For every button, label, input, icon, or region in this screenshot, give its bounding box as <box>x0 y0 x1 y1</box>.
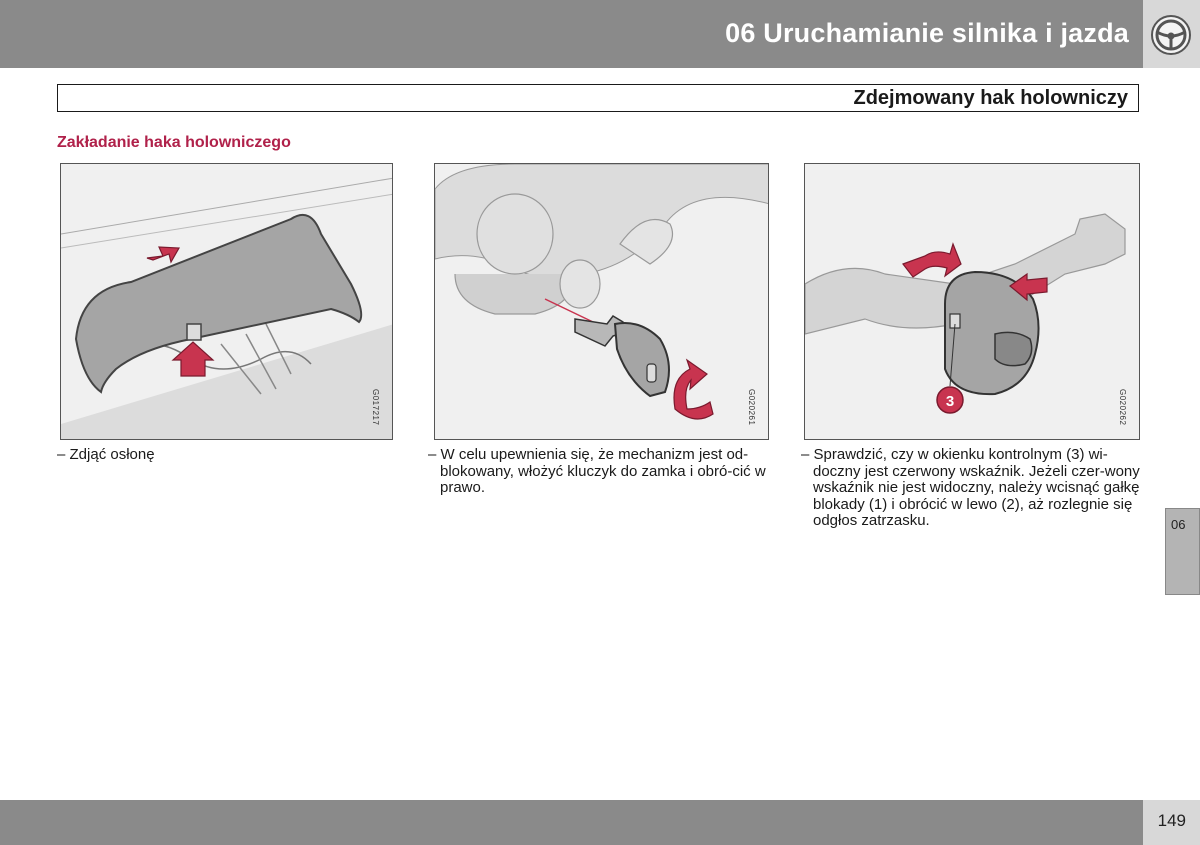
page-number: 149 <box>1157 811 1186 830</box>
chapter-side-tab[interactable] <box>1165 508 1200 595</box>
caption-figure-1: – Zdjąć osłonę <box>57 446 155 463</box>
section-title-box <box>57 84 1139 112</box>
figure-code: G020261 <box>747 388 756 425</box>
steering-wheel-icon <box>1150 14 1192 56</box>
chapter-title: 06 Uruchamianie silnika i jazda <box>725 18 1129 48</box>
locking-knob-illustration <box>805 164 1140 440</box>
figure-remove-cover <box>60 163 393 440</box>
header-bar <box>0 0 1143 68</box>
key-lock-illustration <box>435 164 769 440</box>
footer-bar <box>0 800 1143 845</box>
subheading: Zakładanie haka holowniczego <box>57 134 291 151</box>
tow-hook-cover-illustration <box>61 164 393 440</box>
logo-box <box>1143 0 1200 68</box>
page-number-box <box>1143 800 1200 845</box>
figure-check-indicator <box>804 163 1140 440</box>
callout-3-label: 3 <box>945 393 955 410</box>
caption-figure-2: – W celu upewnienia się, że mechanizm jest od-blokowany, włożyć kluczyk do zamka i obró-cić w prawo. <box>428 446 766 496</box>
caption-figure-3: – Sprawdzić, czy w okienku kontrolnym (3) wi-doczny jest czerwony wskaźnik. Jeżeli czer-wony wskaźnik nie jest widoczny, należy wcisnąć gałkę blokady (1) i obrócić w lewo (2), aż rozlegnie się odgłos zatrzasku. <box>801 446 1140 529</box>
figure-insert-key <box>434 163 769 440</box>
figure-code: G017217 <box>371 388 380 425</box>
figure-code: G020262 <box>1118 388 1127 425</box>
side-tab-label: 06 <box>1171 517 1186 532</box>
section-title: Zdejmowany hak holowniczy <box>853 87 1128 109</box>
